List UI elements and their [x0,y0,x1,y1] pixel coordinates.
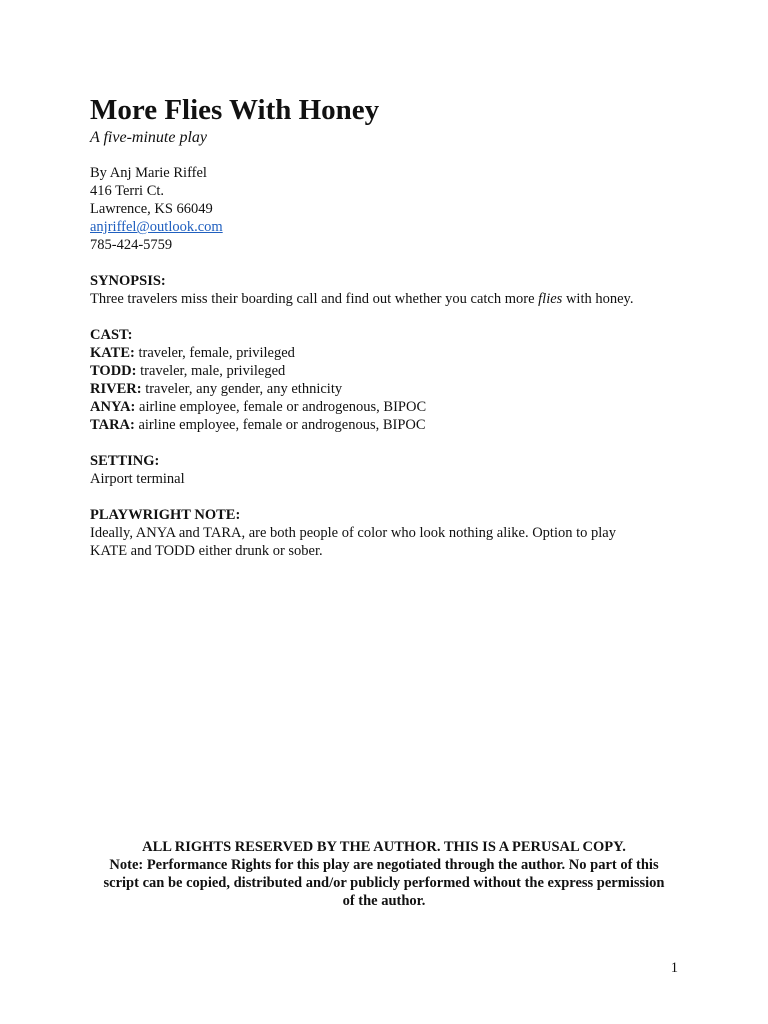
cast-heading: CAST: [90,327,133,343]
synopsis-text-after: with honey. [562,291,634,307]
cast-member [90,362,680,380]
cast-member-name: KATE: [90,345,135,361]
cast-member-desc: airline employee, female or androgenous, BIPOC [134,417,426,433]
playwright-note-line2: KATE and TODD either drunk or sober. [90,543,323,559]
rights-notice-line3: script can be copied, distributed and/or publicly performed without the express permission [103,875,665,891]
synopsis-text-italic: flies [538,291,563,307]
rights-notice [90,838,678,910]
cast-member [90,380,680,398]
playwright-note-line1: Ideally, ANYA and TARA, are both people of color who look nothing alike. Option to play [90,525,616,541]
synopsis-text-before: Three travelers miss their boarding call and find out whether you catch more [90,291,539,307]
page-number: 1 [670,960,678,976]
rights-notice-line4: of the author. [342,893,426,909]
cast-member-name: TODD: [90,363,137,379]
setting-heading: SETTING: [90,453,160,469]
cast-member-name: ANYA: [90,399,136,415]
author-address-line1: 416 Terri Ct. [90,183,165,199]
cast-member-name: RIVER: [90,381,142,397]
cast-member-desc: traveler, female, privileged [134,345,295,361]
playwright-note-heading: PLAYWRIGHT NOTE: [90,507,241,523]
play-title: More Flies With Honey [90,94,380,126]
synopsis-text [90,290,680,308]
author-phone: 785-424-5759 [90,237,173,253]
author-address-line2: Lawrence, KS 66049 [90,201,213,217]
synopsis-heading: SYNOPSIS: [90,273,166,289]
setting-text: Airport terminal [90,471,185,487]
cast-member [90,416,680,434]
rights-notice-line2: Note: Performance Rights for this play are negotiated through the author. No part of this [109,857,659,873]
cast-member [90,344,680,362]
cast-member [90,398,680,416]
play-subtitle: A five-minute play [90,129,207,146]
cast-member-desc: airline employee, female or androgenous, BIPOC [135,399,427,415]
cast-member-desc: traveler, any gender, any ethnicity [141,381,343,397]
title-page-content [90,92,680,560]
cast-member-desc: traveler, male, privileged [136,363,286,379]
cast-member-name: TARA: [90,417,135,433]
author-email-link[interactable]: anjriffel@outlook.com [90,219,223,235]
rights-notice-line1: ALL RIGHTS RESERVED BY THE AUTHOR. THIS IS A PERUSAL COPY. [142,839,626,855]
author-byline: By Anj Marie Riffel [90,165,207,181]
